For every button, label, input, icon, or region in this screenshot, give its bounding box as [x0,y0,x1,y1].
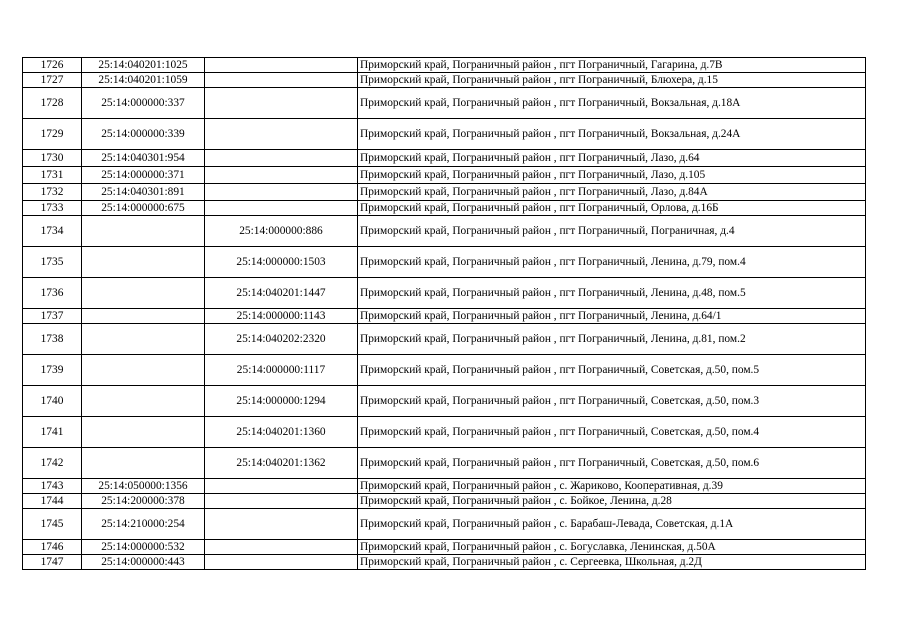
address-cell: Приморский край, Пограничный район , пгт Пограничный, Ленина, д.79, пом.4 [358,247,866,278]
address-cell: Приморский край, Пограничный район , пгт Пограничный, Вокзальная, д.18А [358,88,866,119]
address-cell: Приморский край, Пограничный район , пгт Пограничный, Пограничная, д.4 [358,216,866,247]
table-row [23,167,866,184]
table-row [23,324,866,355]
address-cell: Приморский край, Пограничный район , пгт Пограничный, Советская, д.50, пом.3 [358,386,866,417]
cadastral-number-cell: 25:14:210000:254 [82,509,205,540]
table-row [23,494,866,509]
secondary-cadastral-number-cell: 25:14:040201:1362 [205,448,358,479]
table-row [23,448,866,479]
cadastral-number-cell: 25:14:000000:337 [82,88,205,119]
secondary-cadastral-number-cell [205,509,358,540]
address-cell: Приморский край, Пограничный район , пгт Пограничный, Блюхера, д.15 [358,73,866,88]
cadastral-number-cell: 25:14:000000:371 [82,167,205,184]
table-row [23,540,866,555]
address-cell: Приморский край, Пограничный район , пгт Пограничный, Лазо, д.105 [358,167,866,184]
cadastral-number-cell: 25:14:040301:954 [82,150,205,167]
row-number-cell: 1734 [23,216,82,247]
address-cell: Приморский край, Пограничный район , пгт Пограничный, Ленина, д.81, пом.2 [358,324,866,355]
row-number-cell: 1741 [23,417,82,448]
address-cell: Приморский край, Пограничный район , пгт Пограничный, Гагарина, д.7В [358,58,866,73]
secondary-cadastral-number-cell [205,555,358,570]
row-number-cell: 1742 [23,448,82,479]
table-row [23,119,866,150]
address-cell: Приморский край, Пограничный район , с. Жариково, Кооперативная, д.39 [358,479,866,494]
table-row [23,247,866,278]
address-cell: Приморский край, Пограничный район , пгт Пограничный, Лазо, д.64 [358,150,866,167]
row-number-cell: 1736 [23,278,82,309]
address-cell: Приморский край, Пограничный район , пгт Пограничный, Орлова, д.16Б [358,201,866,216]
row-number-cell: 1745 [23,509,82,540]
secondary-cadastral-number-cell: 25:14:000000:1143 [205,309,358,324]
address-cell: Приморский край, Пограничный район , пгт Пограничный, Советская, д.50, пом.6 [358,448,866,479]
cadastral-number-cell: 25:14:040201:1025 [82,58,205,73]
table-row [23,58,866,73]
row-number-cell: 1733 [23,201,82,216]
secondary-cadastral-number-cell: 25:14:000000:1117 [205,355,358,386]
address-cell: Приморский край, Пограничный район , с. Сергеевка, Школьная, д.2Д [358,555,866,570]
secondary-cadastral-number-cell [205,88,358,119]
table-row [23,201,866,216]
cadastral-number-cell [82,309,205,324]
table-row [23,417,866,448]
cadastral-number-cell [82,278,205,309]
cadastral-number-cell [82,386,205,417]
secondary-cadastral-number-cell: 25:14:000000:886 [205,216,358,247]
table-body [23,58,866,570]
cadastral-number-cell [82,324,205,355]
table-row [23,150,866,167]
row-number-cell: 1730 [23,150,82,167]
address-cell: Приморский край, Пограничный район , пгт Пограничный, Лазо, д.84А [358,184,866,201]
cadastral-number-cell: 25:14:040301:891 [82,184,205,201]
table-row [23,184,866,201]
secondary-cadastral-number-cell [205,494,358,509]
row-number-cell: 1735 [23,247,82,278]
address-cell: Приморский край, Пограничный район , с. Богуславка, Ленинская, д.50А [358,540,866,555]
secondary-cadastral-number-cell [205,58,358,73]
table-row [23,479,866,494]
secondary-cadastral-number-cell [205,540,358,555]
row-number-cell: 1744 [23,494,82,509]
row-number-cell: 1728 [23,88,82,119]
secondary-cadastral-number-cell [205,119,358,150]
cadastral-number-cell [82,417,205,448]
secondary-cadastral-number-cell [205,73,358,88]
address-cell: Приморский край, Пограничный район , пгт Пограничный, Советская, д.50, пом.5 [358,355,866,386]
cadastral-number-cell: 25:14:050000:1356 [82,479,205,494]
secondary-cadastral-number-cell [205,201,358,216]
cadastral-number-cell: 25:14:000000:443 [82,555,205,570]
cadastral-number-cell [82,448,205,479]
address-cell: Приморский край, Пограничный район , пгт Пограничный, Советская, д.50, пом.4 [358,417,866,448]
cadastral-number-cell: 25:14:000000:675 [82,201,205,216]
cadastral-number-cell: 25:14:000000:532 [82,540,205,555]
property-register-table [22,57,866,570]
cadastral-number-cell: 25:14:040201:1059 [82,73,205,88]
row-number-cell: 1740 [23,386,82,417]
table-row [23,509,866,540]
row-number-cell: 1737 [23,309,82,324]
cadastral-number-cell [82,247,205,278]
table-row [23,386,866,417]
address-cell: Приморский край, Пограничный район , с. Барабаш-Левада, Советская, д.1А [358,509,866,540]
row-number-cell: 1746 [23,540,82,555]
secondary-cadastral-number-cell: 25:14:000000:1503 [205,247,358,278]
row-number-cell: 1743 [23,479,82,494]
row-number-cell: 1731 [23,167,82,184]
secondary-cadastral-number-cell [205,184,358,201]
address-cell: Приморский край, Пограничный район , с. Бойкое, Ленина, д.28 [358,494,866,509]
table-row [23,73,866,88]
row-number-cell: 1732 [23,184,82,201]
table-row [23,309,866,324]
secondary-cadastral-number-cell [205,150,358,167]
secondary-cadastral-number-cell: 25:14:040201:1360 [205,417,358,448]
table-row [23,88,866,119]
row-number-cell: 1739 [23,355,82,386]
row-number-cell: 1738 [23,324,82,355]
cadastral-number-cell: 25:14:000000:339 [82,119,205,150]
table-row [23,216,866,247]
cadastral-number-cell [82,355,205,386]
row-number-cell: 1727 [23,73,82,88]
secondary-cadastral-number-cell [205,479,358,494]
cadastral-number-cell: 25:14:200000:378 [82,494,205,509]
row-number-cell: 1729 [23,119,82,150]
cadastral-number-cell [82,216,205,247]
secondary-cadastral-number-cell: 25:14:040201:1447 [205,278,358,309]
secondary-cadastral-number-cell [205,167,358,184]
row-number-cell: 1747 [23,555,82,570]
table-row [23,355,866,386]
secondary-cadastral-number-cell: 25:14:000000:1294 [205,386,358,417]
address-cell: Приморский край, Пограничный район , пгт Пограничный, Вокзальная, д.24А [358,119,866,150]
address-cell: Приморский край, Пограничный район , пгт Пограничный, Ленина, д.64/1 [358,309,866,324]
table-row [23,278,866,309]
table-row [23,555,866,570]
secondary-cadastral-number-cell: 25:14:040202:2320 [205,324,358,355]
row-number-cell: 1726 [23,58,82,73]
address-cell: Приморский край, Пограничный район , пгт Пограничный, Ленина, д.48, пом.5 [358,278,866,309]
